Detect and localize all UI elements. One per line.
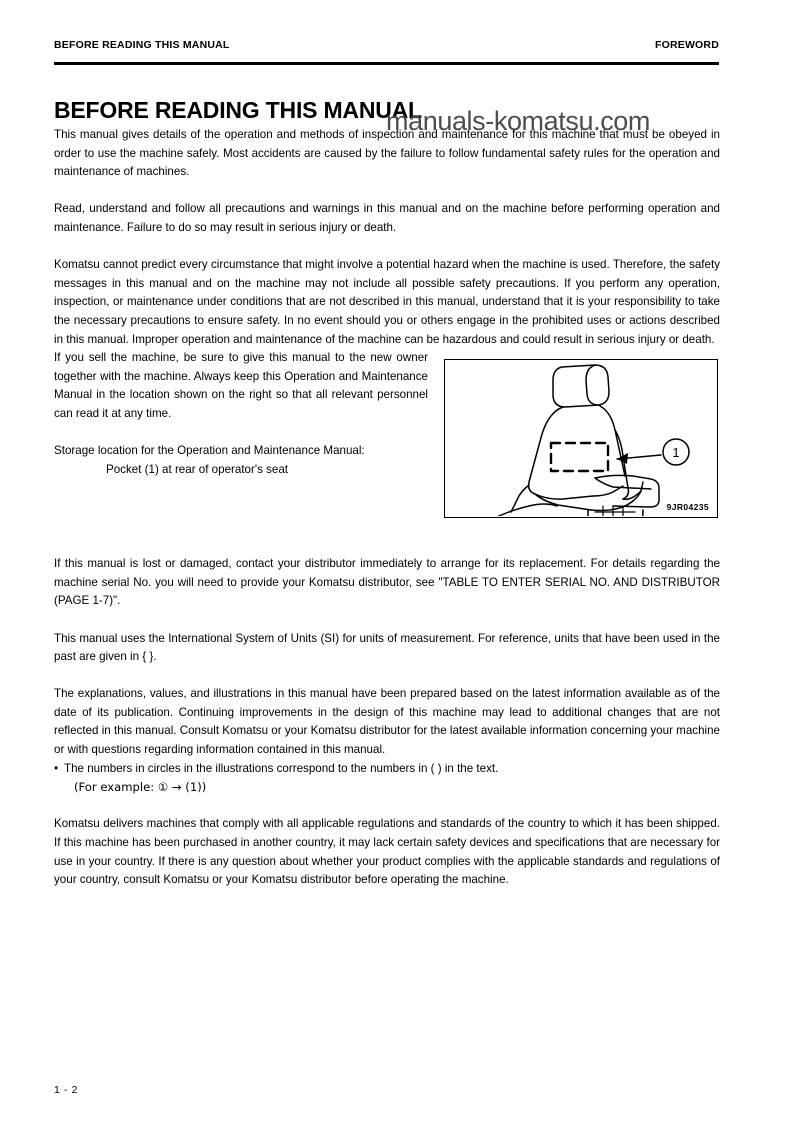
seatback-right-edge bbox=[600, 406, 625, 476]
cushion-right-edge bbox=[591, 491, 641, 511]
running-header bbox=[54, 40, 719, 52]
seatback-lower-edge bbox=[535, 494, 593, 499]
paragraph-read-understand: Read, understand and follow all precautions and warnings in this manual and on the machine before performing operation and maintenance. Failure to do so may result in serious injury or death. bbox=[54, 202, 720, 234]
floor-mat-top-edge bbox=[475, 504, 557, 516]
paragraph-regulations: Komatsu delivers machines that comply with all applicable regulations and standards of the country to which it has been shipped. If this machine has been purchased in another country, it may lack certain safety devices and specifications that are necessary for use in your country. If there is any question about whether your product complies with the applicable standards and regulations of your country, consult Komatsu or your Komatsu distributor before operating the machine. bbox=[54, 817, 720, 887]
page-title: BEFORE READING THIS MANUAL bbox=[54, 97, 422, 123]
headrest-side-seam bbox=[586, 365, 599, 405]
storage-location-detail: Pocket (1) at rear of operator's seat bbox=[106, 462, 289, 476]
bullet-dot-icon: • bbox=[54, 761, 59, 775]
paragraph-si-units: This manual uses the International System of Units (SI) for units of measurement. For reference, units that have been used in the past are given in { }. bbox=[54, 631, 720, 664]
document-body bbox=[54, 126, 720, 890]
header-chapter-title: FOREWORD bbox=[654, 39, 719, 51]
headrest-outline bbox=[553, 365, 609, 407]
page-number: 1 - 2 bbox=[54, 1084, 79, 1096]
bullet-example-text: (For example: ① → (1)) bbox=[74, 780, 207, 795]
header-divider-rule bbox=[54, 62, 719, 65]
operator-seat-drawing bbox=[445, 360, 716, 516]
header-section-title: BEFORE READING THIS MANUAL bbox=[54, 39, 230, 51]
seat-illustration-figure bbox=[444, 349, 720, 521]
paragraph-hazard-notice: Komatsu cannot predict every circumstance that might involve a potential hazard when the machine is used. Therefore, the safety messages in this manual and on the machine may not include all possible safety precautions. If you perform any operation, inspection, or maintenance under conditions that are not described in this manual, understand that it is your responsibility to take the necessary precautions to ensure safety. In no event should you or others engage in the prohibited uses or actions described in this manual. Improper operation and maintenance of the machine can be hazardous and could result in serious injury or death. bbox=[54, 258, 720, 346]
figure-code-label: 9JR04235 bbox=[666, 502, 709, 513]
callout-number-label: 1 bbox=[672, 445, 680, 461]
paragraph-sell-machine: If you sell the machine, be sure to give this manual to the new owner together with the machine. Always keep this Operation and Maintenance Manual in the location shown on the right so that all relevant personnel can read it at any time. bbox=[54, 351, 428, 420]
paragraph-explanations: The explanations, values, and illustrations in this manual have been prepared based on the latest information available as of the date of its publication. Continuing improvements in the design of this machine may lead to additional changes that are not reflected in this manual. Consult Komatsu or your Komatsu distributor for the latest available information concerning your machine or with questions regarding information contained in this manual. bbox=[54, 687, 720, 757]
storage-pocket-dashed-box bbox=[551, 443, 608, 471]
storage-location-block bbox=[54, 349, 720, 525]
bullet-circled-numbers bbox=[54, 760, 720, 779]
bullet-text: The numbers in circles in the illustrations correspond to the numbers in ( ) in the text. bbox=[64, 761, 499, 775]
paragraph-lost-manual: If this manual is lost or damaged, contact your distributor immediately to arrange for its replacement. For details regarding the machine serial No. you will need to provide your Komatsu distributor, see "TABLE TO ENTER SERIAL NO. AND DISTRIBUTOR (PAGE 1-7)". bbox=[54, 557, 720, 608]
figure-frame bbox=[444, 359, 718, 518]
seatback-left-edge bbox=[529, 407, 563, 494]
storage-location-heading: Storage location for the Operation and Maintenance Manual: bbox=[54, 444, 365, 458]
paragraph-intro: This manual gives details of the operation and methods of inspection and maintenance for this machine that must be obeyed in order to use the machine safely. Most accidents are caused by the failure to follow fundamental safety rules for the operation and maintenance of machines. bbox=[54, 128, 720, 179]
watermark-text: manuals-komatsu.com bbox=[386, 106, 650, 136]
suspension-slats bbox=[595, 512, 635, 516]
